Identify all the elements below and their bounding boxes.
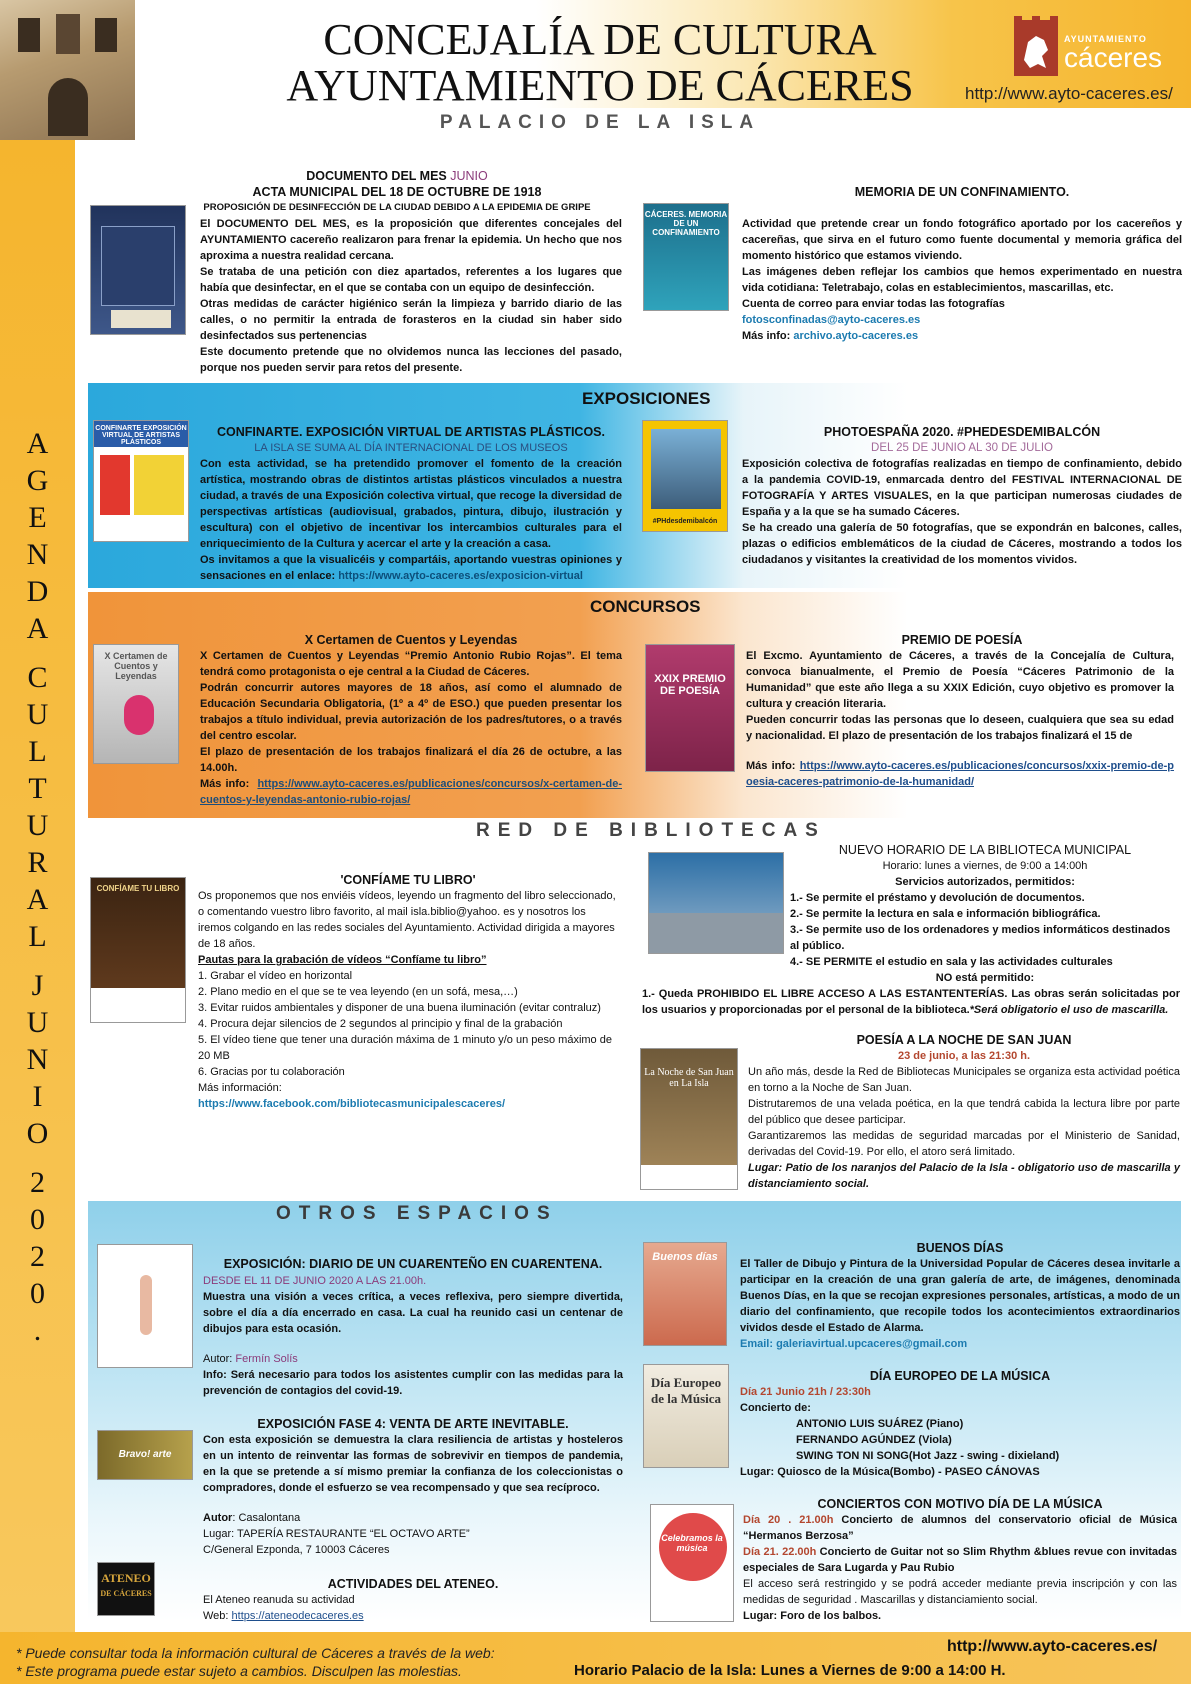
fase4-address: C/General Ezponda, 7 10003 Cáceres — [203, 1544, 390, 1556]
conciertos-d2-date: Día 21. 22.00h — [743, 1546, 817, 1558]
header-title-line2: AYUNTAMIENTO DE CÁCERES — [286, 61, 914, 110]
sidebar-letter: . — [33, 1314, 42, 1347]
diario-info-label: Info: — [203, 1369, 227, 1381]
poesia-body2: Pueden concurrir todas las personas que lo deseen, cualquiera que sea su edad y nacionalidad. El plazo de presentación de los trabajos finalizará el 15 de — [746, 714, 1174, 742]
cuentos-title: X Certamen de Cuentos y Leyendas — [304, 633, 518, 647]
sanjuan-body2: Distrutaremos de una velada poética, en la que tendrá cabida la lectura libre por parte del público que desee participar. — [748, 1098, 1180, 1126]
documento-title-prefix: DOCUMENTO DEL MES — [306, 169, 447, 183]
cuentos-thumbnail: X Certamen de Cuentos y Leyendas — [93, 644, 179, 764]
fase4-place: Lugar: TAPERÍA RESTAURANTE “EL OCTAVO ARTE” — [203, 1528, 470, 1540]
confiame-link[interactable]: https://www.facebook.com/bibliotecasmunicipalescaceres/ — [198, 1098, 506, 1110]
sanjuan-body3: Garantizaremos las medidas de seguridad marcadas por el Ministerio de Sanidad, derivadas del Covid-19. Por ello, el atoro será limitado. — [748, 1130, 1180, 1158]
cuentos-body3: El plazo de presentación de los trabajos finalizará el día 26 de octubre, a las 14.00h. — [200, 746, 622, 774]
ateneo-title: ACTIVIDADES DEL ATENEO. — [327, 1577, 499, 1591]
documento-title — [192, 168, 602, 184]
confiame-step: 6. Gracias por tu colaboración — [198, 1066, 345, 1078]
memoria-info-label: Más info: — [742, 330, 791, 342]
conciertos-title: CONCIERTOS CON MOTIVO DÍA DE LA MÚSICA — [817, 1497, 1103, 1511]
fase4-title: EXPOSICIÓN FASE 4: VENTA DE ARTE INEVITABLE. — [257, 1417, 569, 1431]
diario-body: Muestra una visión a veces crítica, a veces reflexiva, pero siempre divertida, sobre el día a día encerrado en casa. La cual ha reunido casi un centenar de dibujos para esta ocasión. — [203, 1291, 623, 1335]
conciertos-body: El acceso será restringido y se podrá acceder mediante previa inscripción y con las medidas de seguridad . Mascarillas y distanciamiento social. — [743, 1578, 1177, 1606]
musica-performer: SWING TON NI SONG(Hot Jazz - swing - dixieland) — [796, 1450, 1060, 1462]
conciertos-d1-text: Concierto de alumnos del conservatorio oficial de Música “Hermanos Berzosa” — [743, 1514, 1177, 1542]
memoria-title: MEMORIA DE UN CONFINAMIENTO. — [854, 185, 1070, 199]
memoria-email-link[interactable]: fotosconfinadas@ayto-caceres.es — [742, 314, 921, 326]
ateneo-link[interactable]: https://ateneodecaceres.es — [231, 1610, 364, 1622]
sidebar-letter: T — [28, 772, 47, 805]
ayuntamiento-logo — [1014, 16, 1174, 82]
sidebar-letter — [15, 1152, 60, 1164]
memoria-body2: Las imágenes deben reflejar los cambios que hemos experimentado en nuestra vida cotidiana: Teletrabajo, colas en establecimientos, mascarillas, etc. — [742, 266, 1182, 294]
sidebar-letter: G — [26, 464, 49, 497]
conciertos-d2-text: Concierto de Guitar not so Slim Rhythm &blues revue con invitadas especiales de Sara Lugarda y Pau Rubio — [743, 1546, 1177, 1574]
footer-hours: Horario Palacio de la Isla: Lunes a Viernes de 9:00 a 14:00 H. — [574, 1662, 1006, 1679]
confiame-pautas: Pautas para la grabación de vídeos “Confíame tu libro” — [198, 954, 487, 966]
buenos-email[interactable]: Email: galeriavirtual.upcaceres@gmail.com — [740, 1338, 968, 1350]
diario-title: EXPOSICIÓN: DIARIO DE UN CUARENTEÑO EN CUARENTENA. — [223, 1257, 603, 1271]
horario-not-title: NO está permitido: — [935, 972, 1035, 984]
concursos-title: CONCURSOS — [590, 597, 701, 616]
footer-url-link[interactable]: http://www.ayto-caceres.es/ — [947, 1638, 1158, 1655]
photoespana-body: Exposición colectiva de fotografías realizadas en tiempo de confinamiento, debido a la pandemia COVID-19, enmarcada dentro del FESTIVAL INTERNACIONAL DE FOTOGRAFÍA Y ARTES VISUALES, en la que participan numerosas ciudades de España y a la que se ha sumado Cáceres. — [742, 458, 1182, 518]
cuentos-info-label: Más info: — [200, 778, 250, 790]
musica-concert-label: Concierto de: — [740, 1402, 811, 1414]
logo-small-text: AYUNTAMIENTO — [1064, 34, 1147, 44]
sidebar-letter: I — [32, 1080, 43, 1113]
buenos-thumbnail: Buenos días — [643, 1242, 727, 1346]
logo-big-text: cáceres — [1064, 42, 1163, 73]
sidebar-letter: 0 — [30, 1277, 45, 1310]
diario-info: Será necesario para todos los asistentes cumplir con las medidas para la prevención de contagios del covid-19. — [203, 1369, 623, 1397]
palace-photo — [0, 0, 135, 140]
musica-thumbnail: Día Europeo de la Música — [643, 1364, 729, 1468]
sidebar-letter — [15, 955, 60, 967]
confiame-step: 5. El vídeo tiene que tener una duración máxima de 1 minuto y/o un peso máximo de 20 MB — [198, 1034, 612, 1062]
memoria-info-link[interactable]: archivo.ayto-caceres.es — [793, 330, 919, 342]
photoespana-subtitle: DEL 25 DE JUNIO AL 30 DE JULIO — [871, 442, 1053, 454]
buenos-title: BUENOS DÍAS — [916, 1241, 1004, 1255]
horario-allowed-item: 1.- Se permite el préstamo y devolución de documentos. — [790, 892, 1085, 904]
diario-author-label: Autor: — [203, 1353, 233, 1365]
memoria-body3: Cuenta de correo para enviar todas las fotografías — [742, 298, 1005, 310]
photoespana-title: PHOTOESPAÑA 2020. #PHEDESDEMIBALCÓN — [823, 425, 1101, 439]
photoespana-thumbnail: #PHdesdemibalcón — [642, 420, 728, 532]
sidebar-letter: U — [26, 1006, 49, 1039]
memoria-thumbnail: CÁCERES. MEMORIA DE UN CONFINAMIENTO — [643, 203, 729, 311]
buenos-body: El Taller de Dibujo y Pintura de la Universidad Popular de Cáceres desea invitarle a participar en la creación de una gran galería de arte, de imágenes, denominada Buenos Días, en la que se recojan expresiones personales, artísticas, a modo de un diario del confinamiento, que recopile todos los acontecimientos extraordinarios vividos desde el Estado de Alarma. — [740, 1258, 1180, 1334]
documento-subtitle: ACTA MUNICIPAL DEL 18 DE OCTUBRE DE 1918 — [252, 185, 542, 199]
ateneo-web-label: Web: — [203, 1610, 229, 1622]
fase4-author: : Casalontana — [232, 1512, 301, 1524]
sidebar-letter: J — [31, 969, 44, 1002]
confiame-thumbnail: CONFÍAME TU LIBRO — [90, 877, 186, 1023]
confiame-more: Más información: — [198, 1082, 282, 1094]
musica-performer: FERNANDO AGÚNDEZ (Viola) — [796, 1434, 952, 1446]
fase4-author-label: Autor — [203, 1512, 233, 1524]
sidebar-letter: 2 — [30, 1240, 45, 1273]
sidebar-letter: 2 — [30, 1166, 45, 1199]
conciertos-place: Lugar: Foro de los balbos. — [743, 1610, 882, 1622]
musica-performer: ANTONIO LUIS SUÁREZ (Piano) — [796, 1418, 964, 1430]
biblioteca-photo — [648, 852, 784, 954]
horario-mask: *Será obligatorio el uso de mascarilla. — [969, 1004, 1169, 1016]
photoespana-body2: Se ha creado una galería de 50 fotografías, que se expondrán en balcones, calles, plazas o edificios emblemáticos de la ciudad de Cáceres, mostrando a todos los ciudadanos y visitantes la creatividad de los momentos vividos. — [742, 522, 1182, 566]
sidebar-letter: U — [26, 809, 49, 842]
horario-allowed-title: Servicios autorizados, permitidos: — [895, 876, 1075, 888]
confinarte-link[interactable]: https://www.ayto-caceres.es/exposicion-virtual — [338, 570, 583, 582]
sidebar-letter: D — [26, 575, 49, 608]
confiame-step: 2. Plano medio en el que se te vea leyendo (en un sofá, mesa,…) — [198, 986, 518, 998]
sidebar-letter: N — [26, 538, 49, 571]
horario-title: NUEVO HORARIO DE LA BIBLIOTECA MUNICIPAL — [838, 843, 1132, 857]
musica-title: DÍA EUROPEO DE LA MÚSICA — [869, 1369, 1051, 1383]
cuentos-body: X Certamen de Cuentos y Leyendas “Premio Antonio Rubio Rojas”. El tema tendrá como protagonista o eje central a la Ciudad de Cáceres. — [200, 650, 622, 678]
header-title-line1: CONCEJALÍA DE CULTURA — [323, 15, 877, 64]
musica-date: Día 21 Junio 21h / 23:30h — [740, 1386, 871, 1398]
documento-body: El DOCUMENTO DEL MES, es la proposición que diferentes concejales del AYUNTAMIENTO cacereño realizaron para frenar la epidemia. Un hecho que nos aproxima a nuestra realidad cercana. — [200, 218, 622, 262]
sidebar-letter: L — [28, 735, 47, 768]
sidebar-letter: C — [27, 661, 48, 694]
sidebar-letter: R — [27, 846, 48, 879]
confiame-step: 4. Procura dejar silencios de 2 segundos al principio y final de la grabación — [198, 1018, 563, 1030]
sidebar-letter: N — [26, 1043, 49, 1076]
footer-note1: * Puede consultar toda la información cultural de Cáceres a través de la web: — [16, 1645, 495, 1661]
ateneo-body: El Ateneo reanuda su actividad — [203, 1594, 355, 1606]
poesia-body: El Excmo. Ayuntamiento de Cáceres, a través de la Concejalía de Cultura, convoca bianualmente, el Premio de Poesía “Cáceres Patrimonio de la Humanidad” que este año llega a su XXIX Edición, cuyo objetivo es promover la cultura y creación literaria. — [746, 650, 1174, 710]
fase4-body: Con esta exposición se demuestra la clara resiliencia de artistas y hosteleros en un intento de reinventar las formas de sobrevivir en tiempos de pandemia, en la que se pretende a sí mismo premiar la confianza de los coleccionistas o compradores, donde el esfuerzo se vea recompensado y que sea recíproco. — [203, 1434, 623, 1494]
documento-body4: Este documento pretende que no olvidemos nunca las lecciones del pasado, porque nos pueden servir para retos del presente. — [200, 346, 622, 374]
sanjuan-body: Un año más, desde la Red de Bibliotecas Municipales se organiza esta actividad poética en torno a la Noche de San Juan. — [748, 1066, 1180, 1094]
documento-thumbnail — [90, 205, 186, 335]
sidebar-letter — [15, 647, 60, 659]
poesia-title: PREMIO DE POESÍA — [901, 633, 1023, 647]
musica-place: Lugar: Quiosco de la Música(Bombo) - PASEO CÁNOVAS — [740, 1466, 1040, 1478]
sidebar-letter: U — [26, 698, 49, 731]
confinarte-thumbnail: CONFINARTE EXPOSICIÓN VIRTUAL DE ARTISTAS PLÁSTICOS — [93, 420, 189, 542]
confinarte-body: Con esta actividad, se ha pretendido promover el fomento de la creación artística, mostrando obras de distintos artistas plásticos vinculados a nuestra ciudad, a través de una Exposición colectiva virtual, que recoge la diversidad de perspectivas artísticas (audiovisual, grabados, pintura, dibujo, ilustración y escultura) con el objetivo de incentivar los intercambios culturales para el enriquecimiento de la Cultura y acercar el arte y la creación a casa. — [200, 458, 622, 550]
sidebar-letter: L — [28, 920, 47, 953]
sanjuan-place: Lugar: Patio de los naranjos del Palacio de la Isla - obligatorio uso de mascarilla y distanciamiento social. — [748, 1162, 1180, 1190]
sanjuan-title: POESÍA A LA NOCHE DE SAN JUAN — [856, 1033, 1072, 1047]
footer-notes — [16, 1644, 495, 1680]
memoria-body: Actividad que pretende crear un fondo fotográfico aportado por los cacereños y cacereñas, que sirva en el futuro como fuente documental y memoria gráfica del momento histórico que estamos viviendo. — [742, 218, 1182, 262]
documento-body2: Se trataba de una petición con diez apartados, referentes a los lugares que había que desinfectar, en el que se contaba con un equipo de desinfección. — [200, 266, 622, 294]
sanjuan-thumbnail: La Noche de San Juan en La Isla — [640, 1048, 738, 1190]
musica-performers-list — [740, 1416, 1180, 1464]
sidebar-letter: 0 — [30, 1203, 45, 1236]
confiame-body: Os proponemos que nos enviéis vídeos, leyendo un fragmento del libro seleccionado, o comentando vuestro libro favorito, al mail isla.biblio@yahoo. es y nosotros los iremos colgando en las redes sociales del Ayuntamiento. Actividad dirigida a mayores de 18 años. — [198, 890, 616, 950]
poesia-info-label: Más info: — [746, 760, 796, 772]
horario-not-allowed: 1.- Queda PROHIBIDO EL LIBRE ACCESO A LAS ESTANTENTERÍAS. Las obras serán solicitadas por los usuarios y proporcionadas por el personal de la biblioteca. — [642, 988, 1180, 1016]
ateneo-thumbnail: ATENEO DE CÁCERES — [97, 1562, 155, 1616]
horario-allowed-item: 4.- SE PERMITE el estudio en sala y las actividades culturales — [790, 956, 1113, 968]
bibliotecas-title: RED DE BIBLIOTECAS — [476, 820, 826, 841]
cuentos-link[interactable]: https://www.ayto-caceres.es/publicaciones/concursos/x-certamen-de-cuentos-y-leyendas-antonio-rubio-rojas/ — [200, 778, 622, 806]
horario-hours: Horario: lunes a viernes, de 9:00 a 14:00h — [882, 860, 1088, 872]
horario-allowed-list — [790, 890, 1180, 970]
sidebar-agenda-text — [15, 425, 60, 1349]
conciertos-thumbnail: Celebramos la música — [650, 1504, 734, 1622]
conciertos-d1-date: Día 20 . 21.00h — [743, 1514, 834, 1526]
sidebar-letter: A — [26, 427, 49, 460]
otros-title: OTROS ESPACIOS — [276, 1203, 558, 1224]
documento-body3: Otras medidas de carácter higiénico serán la limpieza y barrido diario de las calles, o no permitir la entrada de forasteros en la ciudad sin haber sido desinfectados sus pertenencias — [200, 298, 622, 342]
confinarte-subtitle: LA ISLA SE SUMA AL DÍA INTERNACIONAL DE LOS MUSEOS — [254, 442, 568, 454]
cuentos-body2: Podrán concurrir autores mayores de 18 años, así como el alumnado de Educación Secundaria Obligatoria, (1º a 4º de ESO.) que pueden presentar los trabajos a título individual, previa autorización de los padres/tutores, o a través del centro escolar. — [200, 682, 622, 742]
poesia-thumbnail: XXIX PREMIO DE POESÍA — [645, 644, 735, 772]
confiame-steps-list — [198, 968, 618, 1080]
fase4-thumbnail: Bravo! arte — [97, 1430, 193, 1480]
horario-allowed-item: 3.- Se permite uso de los ordenadores y medios informáticos destinados al público. — [790, 924, 1171, 952]
footer-note2: * Este programa puede estar sujeto a cambios. Disculpen las molestias. — [16, 1663, 462, 1679]
header-url-link[interactable]: http://www.ayto-caceres.es/ — [965, 84, 1173, 103]
sidebar-letter: E — [28, 501, 47, 534]
diario-author: Fermín Solís — [235, 1353, 298, 1365]
sidebar-letter: A — [26, 612, 49, 645]
exposiciones-title: EXPOSICIONES — [582, 389, 711, 408]
diario-date: DESDE EL 11 DE JUNIO 2020 A LAS 21.00h. — [203, 1275, 427, 1287]
header-subtitle: PALACIO DE LA ISLA — [439, 112, 761, 133]
confinarte-title: CONFINARTE. EXPOSICIÓN VIRTUAL DE ARTISTAS PLÁSTICOS. — [217, 425, 605, 439]
poesia-link[interactable]: https://www.ayto-caceres.es/publicaciones/concursos/xxix-premio-de-poesia-caceres-patrimonio-de-la-humanidad/ — [746, 760, 1174, 788]
diario-thumbnail — [97, 1244, 193, 1368]
confiame-step: 1. Grabar el vídeo en horizontal — [198, 970, 353, 982]
confiame-step: 3. Evitar ruidos ambientales y disponer de una buena iluminación (evitar contraluz) — [198, 1002, 601, 1014]
sanjuan-date: 23 de junio, a las 21:30 h. — [897, 1050, 1031, 1062]
confiame-title: 'CONFÍAME TU LIBRO' — [340, 873, 476, 887]
sidebar-letter: O — [26, 1117, 49, 1150]
documento-title-month: JUNIO — [450, 169, 488, 183]
horario-allowed-item: 2.- Se permite la lectura en sala e información bibliográfica. — [790, 908, 1101, 920]
sidebar-letter: A — [26, 883, 49, 916]
documento-subtitle2: PROPOSICIÓN DE DESINFECCIÓN DE LA CIUDAD DEBIDO A LA EPIDEMIA DE GRIPE — [203, 202, 591, 213]
confinarte-body2: Os invitamos a que la visualicéis y compartáis, aportando vuestras opiniones y sensaciones en el enlace: — [200, 554, 622, 582]
